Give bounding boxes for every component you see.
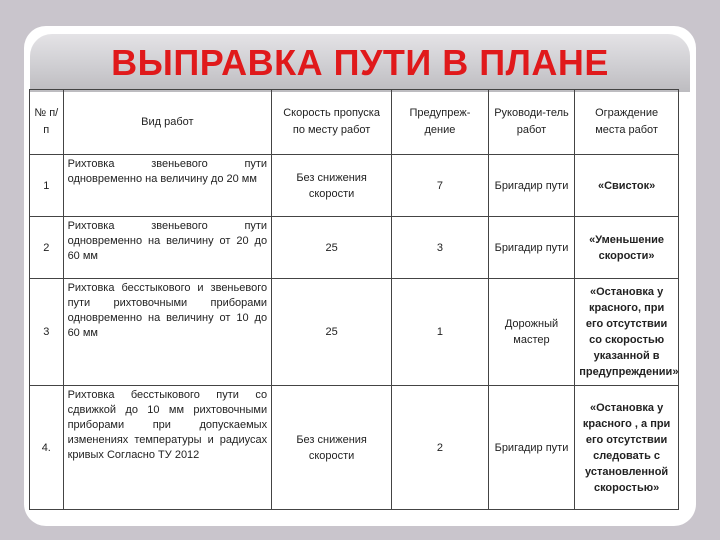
row-num: 3 xyxy=(30,279,64,386)
row-fence: «Свисток» xyxy=(575,155,679,217)
row-fence: «Уменьшение скорости» xyxy=(575,217,679,279)
table-row xyxy=(30,279,679,386)
table-row xyxy=(30,155,679,217)
header-speed: Скорость пропуска по месту работ xyxy=(272,90,392,155)
row-fence: «Остановка у красного, при его отсутствии со скоростью указанной в предупреждении» xyxy=(575,279,679,386)
table-header-row xyxy=(30,90,679,155)
row-lead: Дорожный мастер xyxy=(488,279,574,386)
row-work: Рихтовка звеньевого пути одновременно на величину до 20 мм xyxy=(63,155,272,217)
row-warning: 2 xyxy=(392,386,489,510)
work-table xyxy=(29,89,679,510)
row-speed: 25 xyxy=(272,279,392,386)
row-warning: 1 xyxy=(392,279,489,386)
row-num: 4. xyxy=(30,386,64,510)
row-lead: Бригадир пути xyxy=(488,155,574,217)
header-work: Вид работ xyxy=(63,90,272,155)
row-num: 1 xyxy=(30,155,64,217)
header-warning: Предупреж-дение xyxy=(392,90,489,155)
row-speed: Без снижения скорости xyxy=(272,386,392,510)
row-warning: 3 xyxy=(392,217,489,279)
table-row xyxy=(30,386,679,510)
row-speed: 25 xyxy=(272,217,392,279)
page-title: ВЫПРАВКА ПУТИ В ПЛАНЕ xyxy=(111,42,609,83)
header-fence: Ограждение места работ xyxy=(575,90,679,155)
row-work: Рихтовка бесстыкового пути со сдвижкой до 10 мм рихтовочными приборами при допускаемых изменениях температуры и радиусах кривых Согласно ТУ 2012 xyxy=(63,386,272,510)
header-lead: Руководи-тель работ xyxy=(488,90,574,155)
row-warning: 7 xyxy=(392,155,489,217)
table-row xyxy=(30,217,679,279)
row-lead: Бригадир пути xyxy=(488,217,574,279)
row-work: Рихтовка звеньевого пути одновременно на величину от 20 до 60 мм xyxy=(63,217,272,279)
row-work: Рихтовка бесстыкового и звеньевого пути рихтовочными приборами одновременно на величину от 10 до 60 мм xyxy=(63,279,272,386)
row-num: 2 xyxy=(30,217,64,279)
row-fence: «Остановка у красного , а при его отсутствии следовать с установленной скоростью» xyxy=(575,386,679,510)
header-num: № п/п xyxy=(30,90,64,155)
row-lead: Бригадир пути xyxy=(488,386,574,510)
row-speed: Без снижения скорости xyxy=(272,155,392,217)
